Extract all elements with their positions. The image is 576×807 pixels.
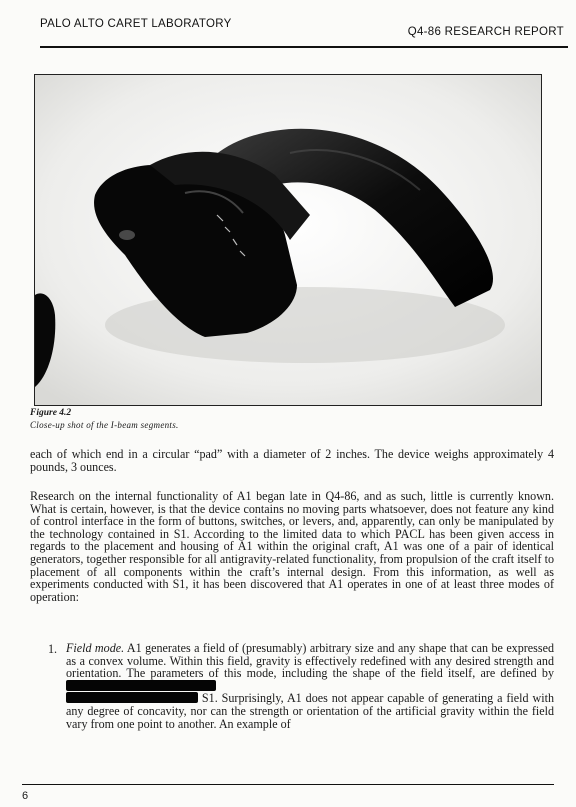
list-item-1 — [66, 642, 554, 730]
figure-caption: Close-up shot of the I-beam segments. — [30, 420, 179, 430]
redaction-bar — [66, 692, 198, 703]
list-item-text-a: A1 generates a field of (presumably) arbitrary size and any shape that can be expressed as a convex volume. Within this field, gravity is effectively redefined with any desired strength and orientation. The parameters of this mode, including the shape of the field itself, are defined by — [66, 641, 554, 681]
list-item-number: 1. — [48, 642, 58, 656]
paragraph-2: Research on the internal functionality of A1 began late in Q4-86, and as such, little is currently known. What is certain, however, is that the device contains no moving parts whatsoever, does not feature any kind of control interface in the form of buttons, switches, or levers, and, apparently, can only be manipulated by the technology contained in S1. According to the limited data to which PACL has been given access in regards to the placement and housing of A1 within the original craft, A1 was one of a pair of identical generators, together responsible for all antigravity-related functionality, from propulsion of the craft itself to placement of all components within the craft’s internal design. From this information, as well as experiments conducted with S1, it has been discovered that A1 operates in one of at least three modes of operation: — [30, 489, 554, 604]
paragraph-1: each of which end in a circular “pad” with a diameter of 2 inches. The device weighs approximately 4 pounds, 3 ounces. — [30, 447, 554, 474]
list-item-term: Field mode. — [66, 641, 125, 655]
figure-label: Figure 4.2 — [30, 408, 72, 418]
header-org: PALO ALTO CARET LABORATORY — [40, 18, 232, 30]
header-report: Q4-86 RESEARCH REPORT — [407, 26, 564, 38]
i-beam-photo — [35, 75, 541, 405]
list-item-text-b: S1. Surprisingly, A1 does not appear capable of generating a field with any degree of concavity, nor can the strength or orientation of the artificial gravity within the field vary from one point to another. An example of — [66, 691, 554, 731]
page-header — [40, 18, 568, 48]
footer-rule — [22, 784, 554, 785]
figure-photo — [34, 74, 542, 406]
redaction-bar — [66, 680, 216, 691]
page-number: 6 — [22, 790, 29, 802]
